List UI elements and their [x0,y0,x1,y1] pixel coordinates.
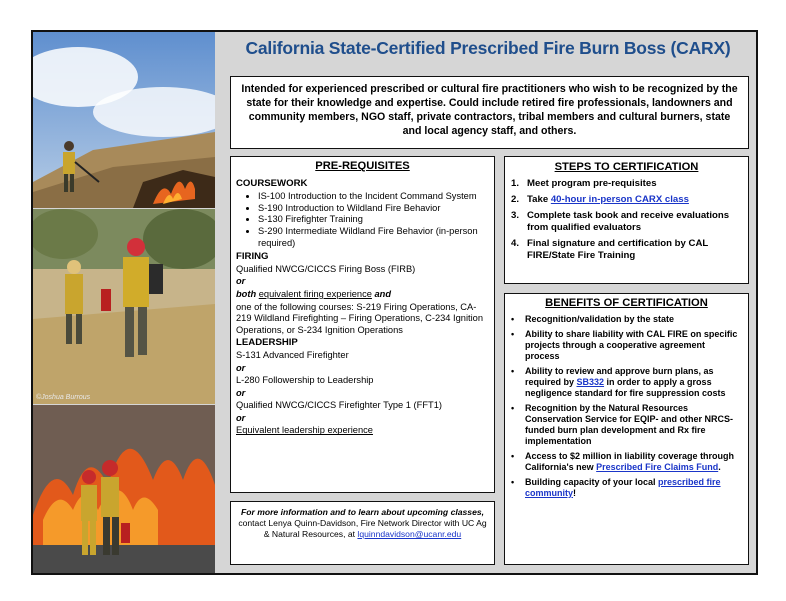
benefit-text: in order to apply a gross negligence standard for fire suppression costs [525,377,726,398]
carx-class-link[interactable]: 40-hour in-person CARX class [550,194,689,205]
firing-heading: FIRING [236,251,269,263]
leadership-equivalent: Equivalent leadership experience [236,425,373,436]
bullet-icon: • [511,477,515,487]
firing-courses: one of the following courses: S-219 Firing Operations, CA-219 Wildland Firefighting – Firing Operations, C-234 Ignition Operations, or S-234 Ignition Operations [236,301,484,335]
step-text: Final signature and certification by CAL FIRE/State Fire Training [527,238,709,261]
steps-list [511,178,742,262]
contact-text: contact Lenya Quinn-Davidson, Fire Network Director with UC Ag & Natural Resources, at [238,518,487,539]
firing-option-equivalent [236,289,489,301]
equivalent-firing-experience: equivalent firing experience [258,288,372,299]
benefits-box [504,293,749,565]
claims-fund-link[interactable]: Prescribed Fire Claims Fund [596,462,719,472]
list-item [511,178,742,190]
step-text: Complete task book and receive evaluations from qualified evaluators [527,210,730,233]
step-number: 1. [511,178,520,189]
contact-email-link[interactable]: lquinndavidson@ucanr.edu [357,529,462,539]
prerequisites-box [230,156,495,493]
intro-box [230,76,749,149]
list-item [511,451,742,473]
bullet-icon: • [511,451,515,461]
benefit-text: Access to $2 million in liability coverage through California's new [525,451,735,472]
steps-heading: STEPS TO CERTIFICATION [554,161,699,173]
bullet-icon: • [511,403,515,413]
benefit-text: . [718,462,721,472]
intro-text: Intended for experienced prescribed or cultural fire practitioners who wish to be recognized by the state for their knowledge and expertise. Could include retired fire professionals, landowners and community members, NGO staff, private contractors, tribal members and cultural burners, state and local agency staff, and others. [241,83,738,137]
leadership-heading: LEADERSHIP [236,337,298,349]
step-number: 2. [511,194,520,205]
firing-option-firb: Qualified NWCG/CICCS Firing Boss (FIRB) [236,263,416,274]
list-item: • S-190 Introduction to Wildland Fire Behavior [258,203,489,215]
page-title: California State-Certified Prescribed Fire Burn Boss (CARX) [245,38,731,58]
or-label: or [236,362,246,373]
photo-firing-crew [33,209,215,404]
list-item [511,403,742,447]
steps-box [504,156,749,284]
bullet-icon: • [511,366,515,376]
flyer [31,30,758,575]
benefit-text: Ability to share liability with CAL FIRE on specific projects through a cooperative agreement process [525,329,738,361]
photo-burn-crew-flames [33,405,215,573]
list-item [511,210,742,234]
or-label: or [236,387,246,398]
or-label: or [236,412,246,423]
list-item [511,314,742,325]
list-item: • S-290 Intermediate Wildland Fire Behavior (in-person required) [258,226,489,249]
list-item [511,194,742,206]
step-number: 3. [511,210,520,221]
benefit-text: Building capacity of your local [525,477,659,487]
benefit-text: Recognition by the Natural Resources Conservation Service for EQIP- and other NRCS-funded burn plan development and Rx fire implementation [525,403,734,446]
step-number: 4. [511,238,520,249]
prescribed-fire-community-link[interactable]: prescribed fire community [525,477,721,498]
benefits-heading: BENEFITS OF CERTIFICATION [545,297,708,309]
sb332-link[interactable]: SB332 [576,377,605,387]
prerequisites-heading: PRE-REQUISITES [315,160,410,172]
list-item [511,366,742,399]
coursework-list [236,191,489,249]
benefit-text: ! [573,488,577,498]
contact-lead: For more information and to learn about upcoming classes, [240,507,485,517]
both-label: both [236,288,257,299]
benefit-text: Recognition/validation by the state [525,314,675,324]
leadership-option: Qualified NWCG/CICCS Firefighter Type 1 (FFT1) [236,400,442,411]
list-item: • S-130 Firefighter Training [258,214,489,226]
or-label: or [236,276,246,287]
benefits-list [511,314,742,499]
list-item: • IS-100 Introduction to the Incident Command System [258,191,489,203]
step-text: Take [527,194,551,205]
photo-credit: ©Joshua Burrous [36,394,91,401]
contact-box [230,501,495,565]
step-text: Meet program pre-requisites [527,178,657,189]
and-label: and [374,288,392,299]
benefit-text: Ability to review and approve burn plans, as required by [525,366,714,387]
bullet-icon: • [511,329,515,339]
leadership-option: L-280 Followership to Leadership [236,375,374,386]
list-item [511,329,742,362]
leadership-option: S-131 Advanced Firefighter [236,349,349,360]
list-item [511,477,742,499]
bullet-icon: • [511,314,515,324]
list-item [511,238,742,262]
photo-firefighter-hillside [33,32,215,208]
coursework-heading: COURSEWORK [236,177,308,189]
